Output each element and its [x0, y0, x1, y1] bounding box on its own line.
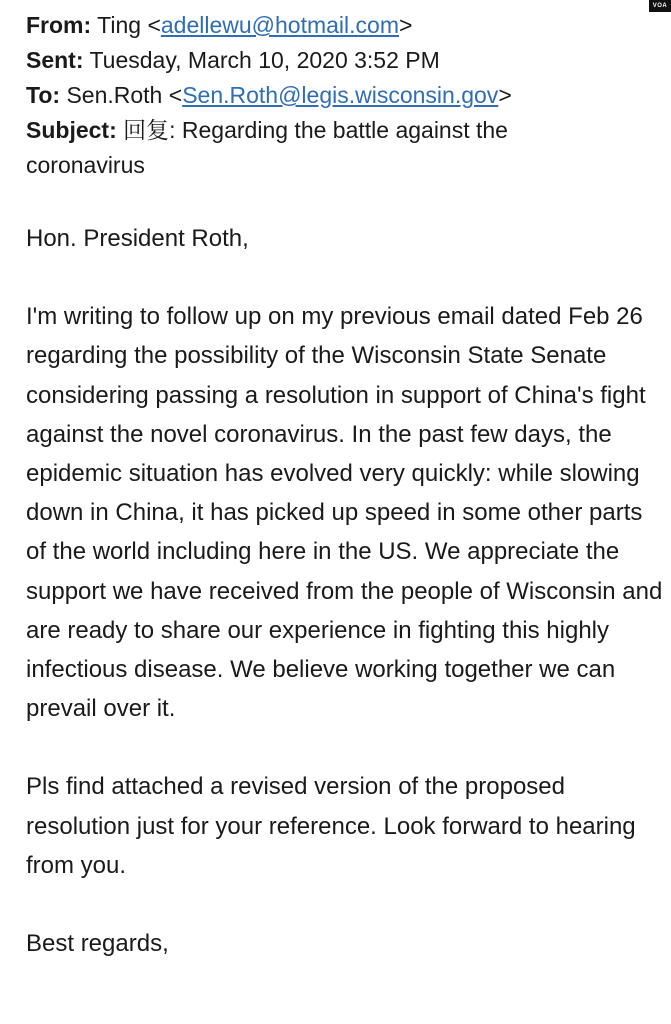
from-label: From:: [26, 12, 92, 38]
email-header: [26, 8, 666, 183]
sent-value: Tuesday, March 10, 2020 3:52 PM: [89, 47, 440, 73]
body-paragraph-2: Pls find attached a revised version of the proposed resolution just for your reference. Look forward to hearing from you.: [26, 773, 636, 879]
body-paragraph-1: I'm writing to follow up on my previous email dated Feb 26 regarding the possibility of the Wisconsin State Senate considering passing a resolution in support of China's fight against the novel coronavirus. In the past few days, the epidemic situation has evolved very quickly: while slowing down in China, it has picked up speed in some other parts of the world including here in the US. We appreciate the support we have received from the people of Wisconsin and are ready to share our experience in fighting this highly infectious disease. We believe working together we can prevail over it.: [26, 303, 663, 723]
to-email-open-bracket: <: [168, 82, 183, 108]
closing: Best regards,: [26, 930, 169, 958]
to-line: [26, 78, 666, 113]
from-email-close-bracket: >: [399, 12, 413, 38]
to-name: Sen.Roth: [66, 82, 163, 108]
subject-line: [26, 113, 586, 183]
sent-label: Sent:: [26, 47, 84, 73]
to-email-link[interactable]: Sen.Roth@legis.wisconsin.gov: [182, 82, 499, 108]
greeting: Hon. President Roth,: [26, 225, 249, 252]
email-body: [26, 219, 666, 963]
from-email-open-bracket: <: [147, 12, 161, 38]
sent-line: [26, 43, 666, 78]
email-message: [26, 8, 666, 963]
from-name: Ting: [97, 12, 142, 38]
subject-value: 回复: Regarding the battle against the coronavirus: [26, 117, 508, 178]
subject-label: Subject:: [26, 117, 117, 143]
from-line: [26, 8, 666, 43]
voa-watermark: VOA: [649, 0, 671, 12]
from-email-link[interactable]: adellewu@hotmail.com: [160, 12, 399, 38]
to-email-close-bracket: >: [498, 82, 512, 108]
to-label: To:: [26, 82, 61, 108]
